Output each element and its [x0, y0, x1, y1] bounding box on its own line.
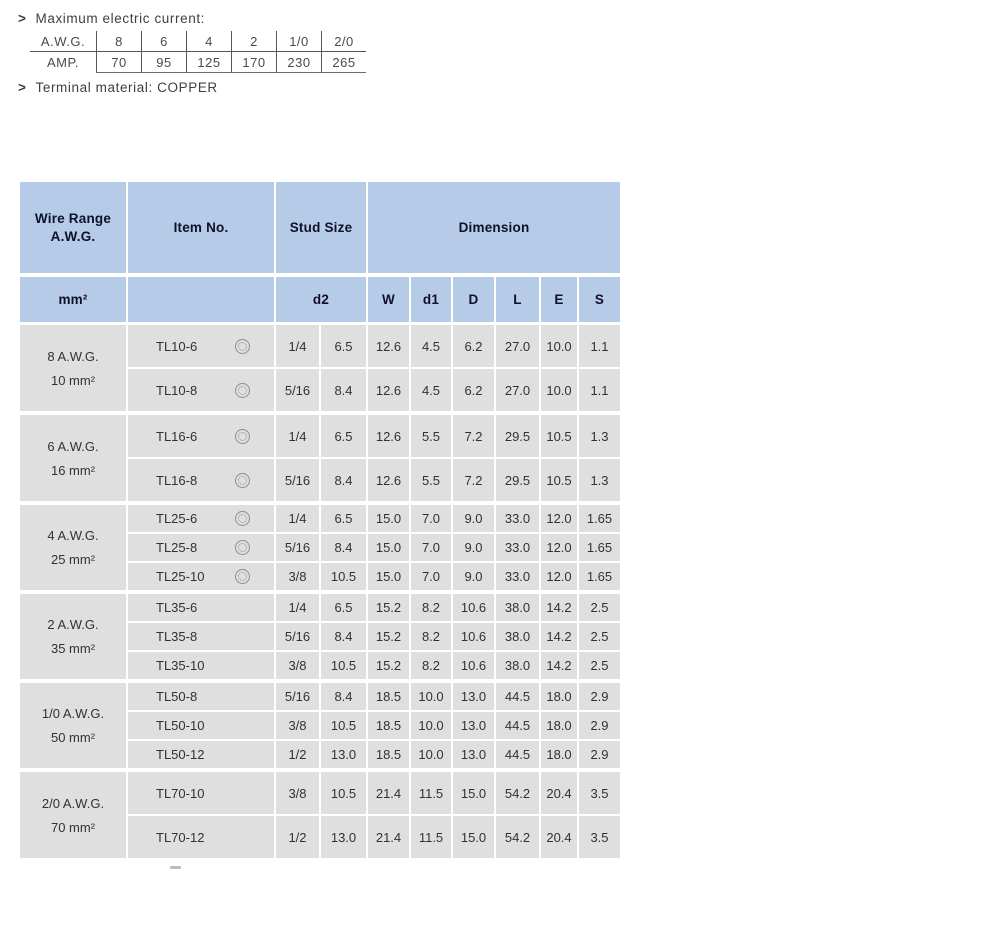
item-no-cell	[128, 816, 274, 858]
wire-range-cell	[20, 505, 126, 590]
awg-value: 4	[186, 31, 231, 52]
d2-subheader: d2	[276, 277, 366, 322]
dim-l-cell: 38.0	[496, 623, 539, 650]
item-no-cell	[128, 563, 274, 590]
dim-l-cell: 27.0	[496, 325, 539, 367]
stud-d2-cell: 8.4	[321, 459, 366, 501]
dim-l-subheader: L	[496, 277, 539, 322]
dim-s-cell: 1.3	[579, 415, 620, 457]
dim-w-cell: 12.6	[368, 415, 409, 457]
spec-table-body	[20, 325, 622, 858]
item-no-label: TL25-10	[156, 569, 205, 584]
dim-d-cell: 13.0	[453, 741, 494, 768]
stud-d2-cell: 6.5	[321, 325, 366, 367]
spec-table	[20, 182, 622, 858]
item-no-cell	[128, 369, 274, 411]
dim-s-cell: 1.1	[579, 325, 620, 367]
bullet-arrow-icon: >	[18, 80, 27, 95]
dim-s-cell: 2.5	[579, 623, 620, 650]
amp-value: 170	[231, 52, 276, 73]
stud-d2-cell: 8.4	[321, 683, 366, 710]
amp-row-label: AMP.	[46, 55, 80, 70]
dim-e-cell: 14.2	[541, 623, 577, 650]
dim-s-subheader: S	[579, 277, 620, 322]
stud-size-cell: 3/8	[276, 772, 319, 814]
item-no-label: TL50-12	[156, 747, 205, 762]
item-no-label: TL35-6	[156, 600, 198, 615]
dim-d1-cell: 5.5	[411, 459, 451, 501]
max-current-table	[30, 31, 366, 73]
dim-e-cell: 14.2	[541, 594, 577, 621]
certification-icon	[235, 429, 250, 444]
certification-icon	[235, 569, 250, 584]
dim-l-cell: 33.0	[496, 563, 539, 590]
wire-range-mm2-label: 16 mm²	[50, 462, 96, 478]
dim-e-cell: 18.0	[541, 741, 577, 768]
dim-d-cell: 10.6	[453, 594, 494, 621]
item-no-label: TL50-10	[156, 718, 205, 733]
dimension-header: Dimension	[368, 182, 620, 273]
item-no-cell	[128, 683, 274, 710]
dim-l-cell: 54.2	[496, 772, 539, 814]
wire-range-cell	[20, 683, 126, 768]
item-no-label: TL70-12	[156, 829, 205, 845]
stud-size-cell: 1/2	[276, 816, 319, 858]
dim-w-cell: 21.4	[368, 816, 409, 858]
dim-s-cell: 1.65	[579, 505, 620, 532]
dim-d-cell: 6.2	[453, 369, 494, 411]
dim-d-cell: 7.2	[453, 459, 494, 501]
wire-range-cell	[20, 772, 126, 858]
dim-d1-cell: 4.5	[411, 369, 451, 411]
item-no-cell	[128, 415, 274, 457]
dim-s-cell: 1.1	[579, 369, 620, 411]
item-no-cell	[128, 772, 274, 814]
stud-size-cell: 5/16	[276, 683, 319, 710]
item-no-cell	[128, 505, 274, 532]
dim-s-cell: 3.5	[579, 772, 620, 814]
wire-range-header-line2: A.W.G.	[50, 228, 96, 244]
wire-range-awg-label: 2 A.W.G.	[47, 617, 99, 632]
dim-e-cell: 12.0	[541, 505, 577, 532]
wire-range-awg-label: 1/0 A.W.G.	[41, 706, 105, 721]
wire-range-awg-label: 8 A.W.G.	[47, 348, 99, 364]
dim-s-cell: 2.9	[579, 712, 620, 739]
item-no-cell	[128, 623, 274, 650]
stud-size-cell: 3/8	[276, 563, 319, 590]
item-no-label: TL25-6	[156, 511, 198, 526]
amp-value: 125	[186, 52, 231, 73]
dim-w-cell: 18.5	[368, 741, 409, 768]
dim-l-cell: 44.5	[496, 712, 539, 739]
dim-d1-cell: 10.0	[411, 683, 451, 710]
awg-value: 2/0	[321, 31, 366, 52]
dim-e-cell: 18.0	[541, 683, 577, 710]
dim-s-cell: 2.9	[579, 683, 620, 710]
wire-range-group	[20, 325, 622, 411]
dim-d1-cell: 7.0	[411, 505, 451, 532]
dim-d1-cell: 10.0	[411, 741, 451, 768]
certification-icon	[235, 339, 250, 354]
dim-e-cell: 14.2	[541, 652, 577, 679]
dim-d-subheader: D	[453, 277, 494, 322]
certification-icon	[235, 473, 250, 488]
amp-value: 95	[141, 52, 186, 73]
dim-l-cell: 44.5	[496, 683, 539, 710]
item-no-cell	[128, 594, 274, 621]
dim-d1-cell: 11.5	[411, 772, 451, 814]
dim-d-cell: 13.0	[453, 683, 494, 710]
wire-range-header-line1: Wire Range	[34, 210, 112, 226]
item-no-cell	[128, 712, 274, 739]
dim-w-cell: 15.2	[368, 652, 409, 679]
stud-d2-cell: 8.4	[321, 534, 366, 561]
dim-d-cell: 10.6	[453, 652, 494, 679]
stud-d2-cell: 8.4	[321, 623, 366, 650]
amp-value: 265	[321, 52, 366, 73]
dim-d-cell: 15.0	[453, 772, 494, 814]
stud-size-header: Stud Size	[276, 182, 366, 273]
dim-d1-cell: 8.2	[411, 623, 451, 650]
item-no-label: TL16-8	[156, 472, 198, 488]
dim-d1-cell: 5.5	[411, 415, 451, 457]
dim-l-cell: 38.0	[496, 652, 539, 679]
dim-d-cell: 15.0	[453, 816, 494, 858]
item-no-subheader-blank	[128, 277, 274, 322]
wire-range-cell	[20, 325, 126, 411]
dim-w-cell: 18.5	[368, 683, 409, 710]
dim-d-cell: 9.0	[453, 563, 494, 590]
wire-range-cell	[20, 415, 126, 501]
dim-d1-cell: 8.2	[411, 652, 451, 679]
dim-d1-cell: 8.2	[411, 594, 451, 621]
dim-l-cell: 44.5	[496, 741, 539, 768]
wire-range-group	[20, 772, 622, 858]
stud-d2-cell: 10.5	[321, 563, 366, 590]
stud-size-cell: 1/4	[276, 325, 319, 367]
dim-d1-cell: 11.5	[411, 816, 451, 858]
certification-icon	[235, 540, 250, 555]
scan-artifact-dash	[170, 866, 181, 869]
stud-size-cell: 5/16	[276, 623, 319, 650]
dim-d-cell: 13.0	[453, 712, 494, 739]
wire-range-mm2-label: 35 mm²	[50, 641, 96, 656]
dim-d1-cell: 4.5	[411, 325, 451, 367]
dim-e-cell: 20.4	[541, 772, 577, 814]
spec-table-header-row2	[20, 277, 622, 322]
item-no-cell	[128, 534, 274, 561]
certification-icon	[235, 383, 250, 398]
wire-range-awg-label: 6 A.W.G.	[47, 438, 99, 454]
item-no-label: TL70-10	[156, 785, 205, 801]
certification-icon	[235, 511, 250, 526]
item-no-header: Item No.	[128, 182, 274, 273]
awg-value: 8	[96, 31, 141, 52]
dim-w-cell: 12.6	[368, 459, 409, 501]
dim-e-cell: 10.5	[541, 415, 577, 457]
stud-size-cell: 5/16	[276, 534, 319, 561]
terminal-material-heading	[18, 80, 218, 95]
item-no-cell	[128, 652, 274, 679]
dim-w-cell: 15.2	[368, 594, 409, 621]
dim-l-cell: 33.0	[496, 505, 539, 532]
dim-l-cell: 54.2	[496, 816, 539, 858]
stud-size-cell: 3/8	[276, 652, 319, 679]
awg-value: 2	[231, 31, 276, 52]
wire-range-mm2-label: 25 mm²	[50, 552, 96, 567]
dim-e-cell: 20.4	[541, 816, 577, 858]
wire-range-group	[20, 594, 622, 679]
dim-e-cell: 12.0	[541, 563, 577, 590]
stud-size-cell: 3/8	[276, 712, 319, 739]
dim-d1-subheader: d1	[411, 277, 451, 322]
amp-value: 230	[276, 52, 321, 73]
max-current-heading	[18, 11, 205, 26]
wire-range-cell	[20, 594, 126, 679]
dim-e-cell: 10.5	[541, 459, 577, 501]
stud-size-cell: 1/4	[276, 594, 319, 621]
item-no-label: TL35-8	[156, 629, 198, 644]
dim-l-cell: 33.0	[496, 534, 539, 561]
item-no-cell	[128, 741, 274, 768]
stud-size-cell: 5/16	[276, 459, 319, 501]
stud-d2-cell: 13.0	[321, 816, 366, 858]
bullet-arrow-icon: >	[18, 11, 27, 26]
item-no-label: TL35-10	[156, 658, 205, 673]
dim-d-cell: 6.2	[453, 325, 494, 367]
dim-w-cell: 15.0	[368, 563, 409, 590]
stud-size-cell: 1/4	[276, 415, 319, 457]
dim-l-cell: 29.5	[496, 415, 539, 457]
wire-range-group	[20, 683, 622, 768]
stud-d2-cell: 10.5	[321, 712, 366, 739]
dim-d1-cell: 7.0	[411, 534, 451, 561]
stud-d2-cell: 8.4	[321, 369, 366, 411]
stud-d2-cell: 10.5	[321, 772, 366, 814]
stud-size-cell: 1/2	[276, 741, 319, 768]
wire-range-awg-label: 2/0 A.W.G.	[41, 795, 105, 811]
stud-d2-cell: 10.5	[321, 652, 366, 679]
dim-w-cell: 15.0	[368, 505, 409, 532]
wire-range-mm2-label: 70 mm²	[50, 819, 96, 835]
dim-w-cell: 12.6	[368, 325, 409, 367]
dim-e-cell: 12.0	[541, 534, 577, 561]
dim-d-cell: 9.0	[453, 505, 494, 532]
item-no-label: TL25-8	[156, 540, 198, 555]
mm2-subheader: mm²	[20, 277, 126, 322]
dim-l-cell: 27.0	[496, 369, 539, 411]
dim-w-cell: 15.0	[368, 534, 409, 561]
awg-value: 6	[141, 31, 186, 52]
dim-e-subheader: E	[541, 277, 577, 322]
wire-range-header	[20, 182, 126, 273]
amp-value: 70	[96, 52, 141, 73]
terminal-material-label: Terminal material: COPPER	[35, 80, 218, 95]
dim-d1-cell: 7.0	[411, 563, 451, 590]
wire-range-awg-label: 4 A.W.G.	[47, 528, 99, 543]
wire-range-group	[20, 415, 622, 501]
stud-d2-cell: 6.5	[321, 505, 366, 532]
dim-s-cell: 1.65	[579, 534, 620, 561]
item-no-label: TL50-8	[156, 689, 198, 704]
dim-d-cell: 10.6	[453, 623, 494, 650]
dim-w-subheader: W	[368, 277, 409, 322]
item-no-label: TL10-6	[156, 338, 198, 354]
dim-d-cell: 9.0	[453, 534, 494, 561]
wire-range-mm2-label: 10 mm²	[50, 372, 96, 388]
dim-s-cell: 1.3	[579, 459, 620, 501]
wire-range-mm2-label: 50 mm²	[50, 730, 96, 745]
dim-e-cell: 10.0	[541, 325, 577, 367]
item-no-label: TL16-6	[156, 428, 198, 444]
dim-d1-cell: 10.0	[411, 712, 451, 739]
dim-l-cell: 38.0	[496, 594, 539, 621]
item-no-label: TL10-8	[156, 382, 198, 398]
spec-table-header-row1	[20, 182, 622, 273]
dim-s-cell: 1.65	[579, 563, 620, 590]
dim-w-cell: 12.6	[368, 369, 409, 411]
dim-s-cell: 2.5	[579, 594, 620, 621]
dim-d-cell: 7.2	[453, 415, 494, 457]
item-no-cell	[128, 459, 274, 501]
dim-e-cell: 18.0	[541, 712, 577, 739]
dim-w-cell: 18.5	[368, 712, 409, 739]
wire-range-group	[20, 505, 622, 590]
dim-s-cell: 2.5	[579, 652, 620, 679]
stud-d2-cell: 6.5	[321, 415, 366, 457]
awg-row-label: A.W.G.	[30, 31, 96, 52]
stud-d2-cell: 6.5	[321, 594, 366, 621]
dim-s-cell: 3.5	[579, 816, 620, 858]
dim-w-cell: 21.4	[368, 772, 409, 814]
item-no-cell	[128, 325, 274, 367]
awg-value: 1/0	[276, 31, 321, 52]
dim-l-cell: 29.5	[496, 459, 539, 501]
stud-size-cell: 1/4	[276, 505, 319, 532]
dim-e-cell: 10.0	[541, 369, 577, 411]
dim-w-cell: 15.2	[368, 623, 409, 650]
max-current-label: Maximum electric current:	[35, 11, 206, 26]
stud-size-cell: 5/16	[276, 369, 319, 411]
dim-s-cell: 2.9	[579, 741, 620, 768]
stud-d2-cell: 13.0	[321, 741, 366, 768]
